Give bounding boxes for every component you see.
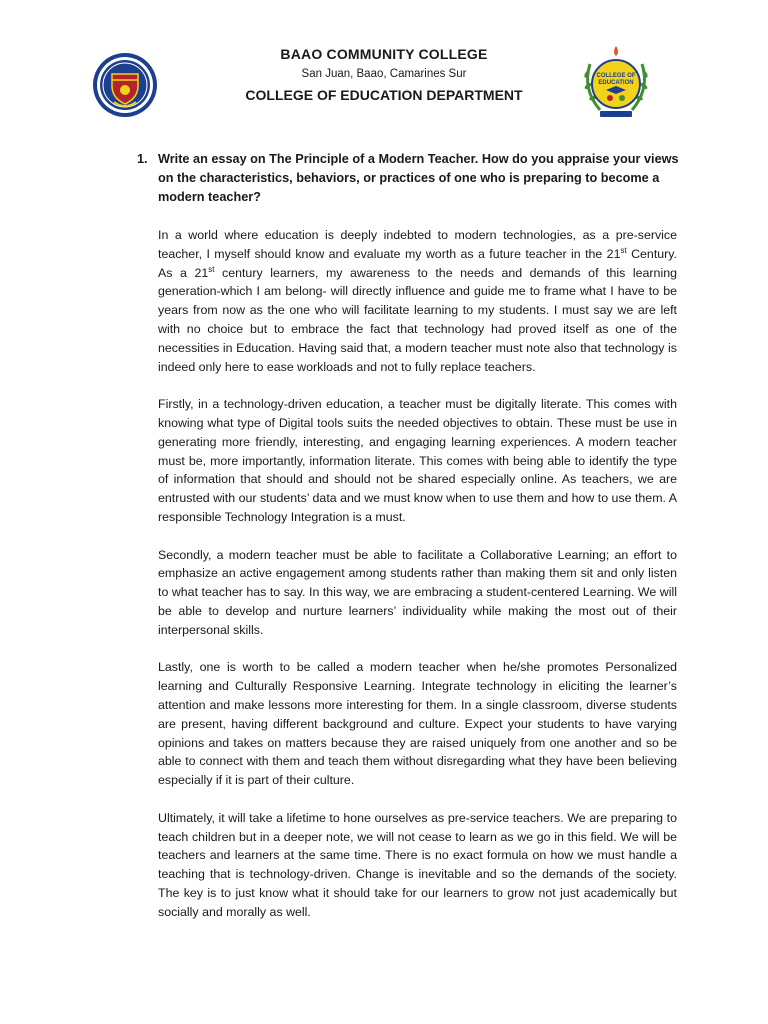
department-name: COLLEGE OF EDUCATION DEPARTMENT xyxy=(245,87,523,103)
document-header xyxy=(0,0,768,130)
essay-question xyxy=(137,150,679,207)
question-text: Write an essay on The Principle of a Modern Teacher. How do you appraise your views on the characteristics, behaviors, or practices of one who is preparing to become a modern teacher? xyxy=(158,152,679,204)
essay-paragraph-3: Secondly, a modern teacher must be able to facilitate a Collaborative Learning; an effort to emphasize an active engagement among students rather than making them sit and only listen to what teacher has to say. In this way, we are embracing a student-centered Learning. We will be able to develop and nurture learners’ individuality while making the most out of their interpersonal skills. xyxy=(158,547,677,637)
college-of-education-logo xyxy=(580,44,652,122)
college-name: BAAO COMMUNITY COLLEGE xyxy=(280,46,488,62)
essay-answer xyxy=(158,226,677,940)
logo-text-college-of: COLLEGE OF xyxy=(596,73,636,79)
essay-paragraph-4: Lastly, one is worth to be called a modern teacher when he/she promotes Personalized learning and Culturally Responsive Learning. Integrate technology in eliciting the learner’s attention and make lessons more interesting for them. In a single classroom, diverse students are present, having different background and culture. Expect your students to have varying opinions and takes on matters because they are raised uniquely from one another and so be able to connect with them and teach them without disregarding what they have been believing especially if it is part of their culture. xyxy=(158,660,677,788)
college-address: San Juan, Baao, Camarines Sur xyxy=(301,68,467,80)
essay-paragraph-1: In a world where education is deeply indebted to modern technologies, as a pre-service teacher, I myself should know and evaluate my worth as a future teacher in the 21st Century. As a 21st century learners, my awareness to the needs and demands of this learning generation-which I am belong- will directly influence and guide me to frame what I have to be years from now as the one who will facilitate learning to my students. I must say we are left with no choice but to embrace the fact that technology had proved itself as one of the necessities in Education. Having said that, a modern teacher must note also that technology is indeed only here to ease workloads and not to fully replace teachers. xyxy=(158,228,677,374)
college-seal-logo xyxy=(92,52,158,118)
essay-paragraph-2: Firstly, in a technology-driven education, a teacher must be digitally literate. This comes with knowing what type of Digital tools suits the needed objectives to obtain. These must be use in generating more friendly, interesting, and engaging learning experiences. A modern teacher must be, more importantly, information literate. This comes with being able to identify the type of information that should and should not be shared especially online. As teachers, we are entrusted with our students’ data and we must know when to use them and how to use them. A responsible Technology Integration is a must. xyxy=(158,397,677,524)
essay-paragraph-5: Ultimately, it will take a lifetime to hone ourselves as pre-service teachers. We are preparing to teach children but in a deeper note, we will not cease to learn as we go in this field. We will be teachers and learners at the same time. There is no exact formula on how we must handle a teaching that is technology-driven. Change is inevitable and so the demands of the society. The key is to just know what it should take for our learners to grow not just academically but socially and morally as well. xyxy=(158,810,677,919)
question-number: 1. xyxy=(137,152,148,166)
logo-text-education: EDUCATION xyxy=(598,80,634,86)
